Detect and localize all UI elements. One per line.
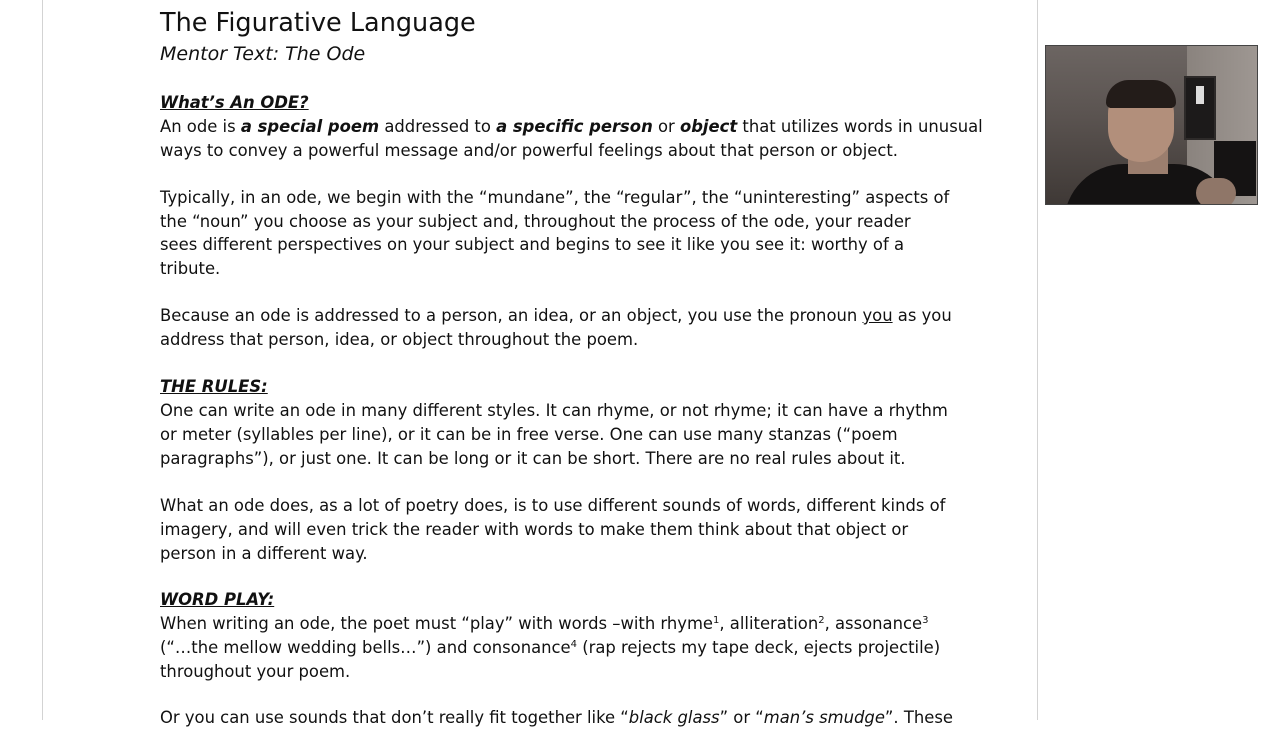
paragraph-line: One can write an ode in many different styles. It can rhyme, or not rhyme; it can have a rhythm xyxy=(160,401,948,420)
footnote-marker: 3 xyxy=(922,615,929,626)
presenter-hand xyxy=(1196,178,1236,205)
paragraph-line: sees different perspectives on your subject and begins to see it like you see it: worthy of a xyxy=(160,235,904,254)
footnote-marker: 4 xyxy=(570,639,577,650)
paragraph-line: An ode is a special poem addressed to a specific person or object that utilizes words in unusual xyxy=(160,117,983,136)
paragraph-line: What an ode does, as a lot of poetry does, is to use different sounds of words, different kinds of xyxy=(160,496,946,515)
document-title: The Figurative Language xyxy=(160,8,476,38)
paragraph-line: (“…the mellow wedding bells…”) and consonance$^4$ (rap rejects my tape deck, ejects projectile) xyxy=(160,638,941,657)
paragraph-line: ways to convey a powerful message and/or powerful feelings about that person or object. xyxy=(160,141,898,160)
section-heading-the-rules: THE RULES: xyxy=(160,377,268,396)
paragraph-line: Because an ode is addressed to a person, an idea, or an object, you use the pronoun you as you xyxy=(160,306,952,325)
footnote-marker: 1 xyxy=(713,615,720,626)
emphasis-text: a special poem xyxy=(240,117,380,136)
paragraph-line: address that person, idea, or object throughout the poem. xyxy=(160,330,639,349)
underlined-word: you xyxy=(862,306,893,325)
emphasis-text: a specific person xyxy=(496,117,653,136)
paragraph-line: Or you can use sounds that don’t really fit together like “black glass” or “man’s smudge”. These xyxy=(160,708,953,727)
italic-phrase: man’s smudge xyxy=(763,708,885,727)
section-heading-whats-an-ode: What’s An ODE? xyxy=(160,93,309,112)
paragraph-line: throughout your poem. xyxy=(160,662,351,681)
italic-phrase: black glass xyxy=(628,708,720,727)
paragraph-line: tribute. xyxy=(160,259,221,278)
section-heading-word-play: WORD PLAY: xyxy=(160,590,275,609)
document-subtitle: Mentor Text: The Ode xyxy=(160,43,366,65)
emphasis-text: object xyxy=(679,117,738,136)
footnote-marker: 2 xyxy=(818,615,825,626)
page-left-edge xyxy=(42,0,43,720)
paragraph-line: paragraphs”), or just one. It can be long or it can be short. There are no real rules about it. xyxy=(160,449,906,468)
page-right-edge xyxy=(1037,0,1038,720)
paragraph-line: imagery, and will even trick the reader with words to make them think about that object or xyxy=(160,520,909,539)
paragraph-line: When writing an ode, the poet must “play” with words –with rhyme$^1$, alliteration$^2$, assonance$^3$ xyxy=(160,614,929,633)
presenter-webcam-video xyxy=(1045,45,1258,205)
paragraph-line: person in a different way. xyxy=(160,544,368,563)
paragraph-line: Typically, in an ode, we begin with the “mundane”, the “regular”, the “uninteresting” aspects of xyxy=(160,188,950,207)
paragraph-line: the “noun” you choose as your subject and, throughout the process of the ode, your reader xyxy=(160,212,911,231)
paragraph-line: or meter (syllables per line), or it can be in free verse. One can use many stanzas (“poem xyxy=(160,425,898,444)
